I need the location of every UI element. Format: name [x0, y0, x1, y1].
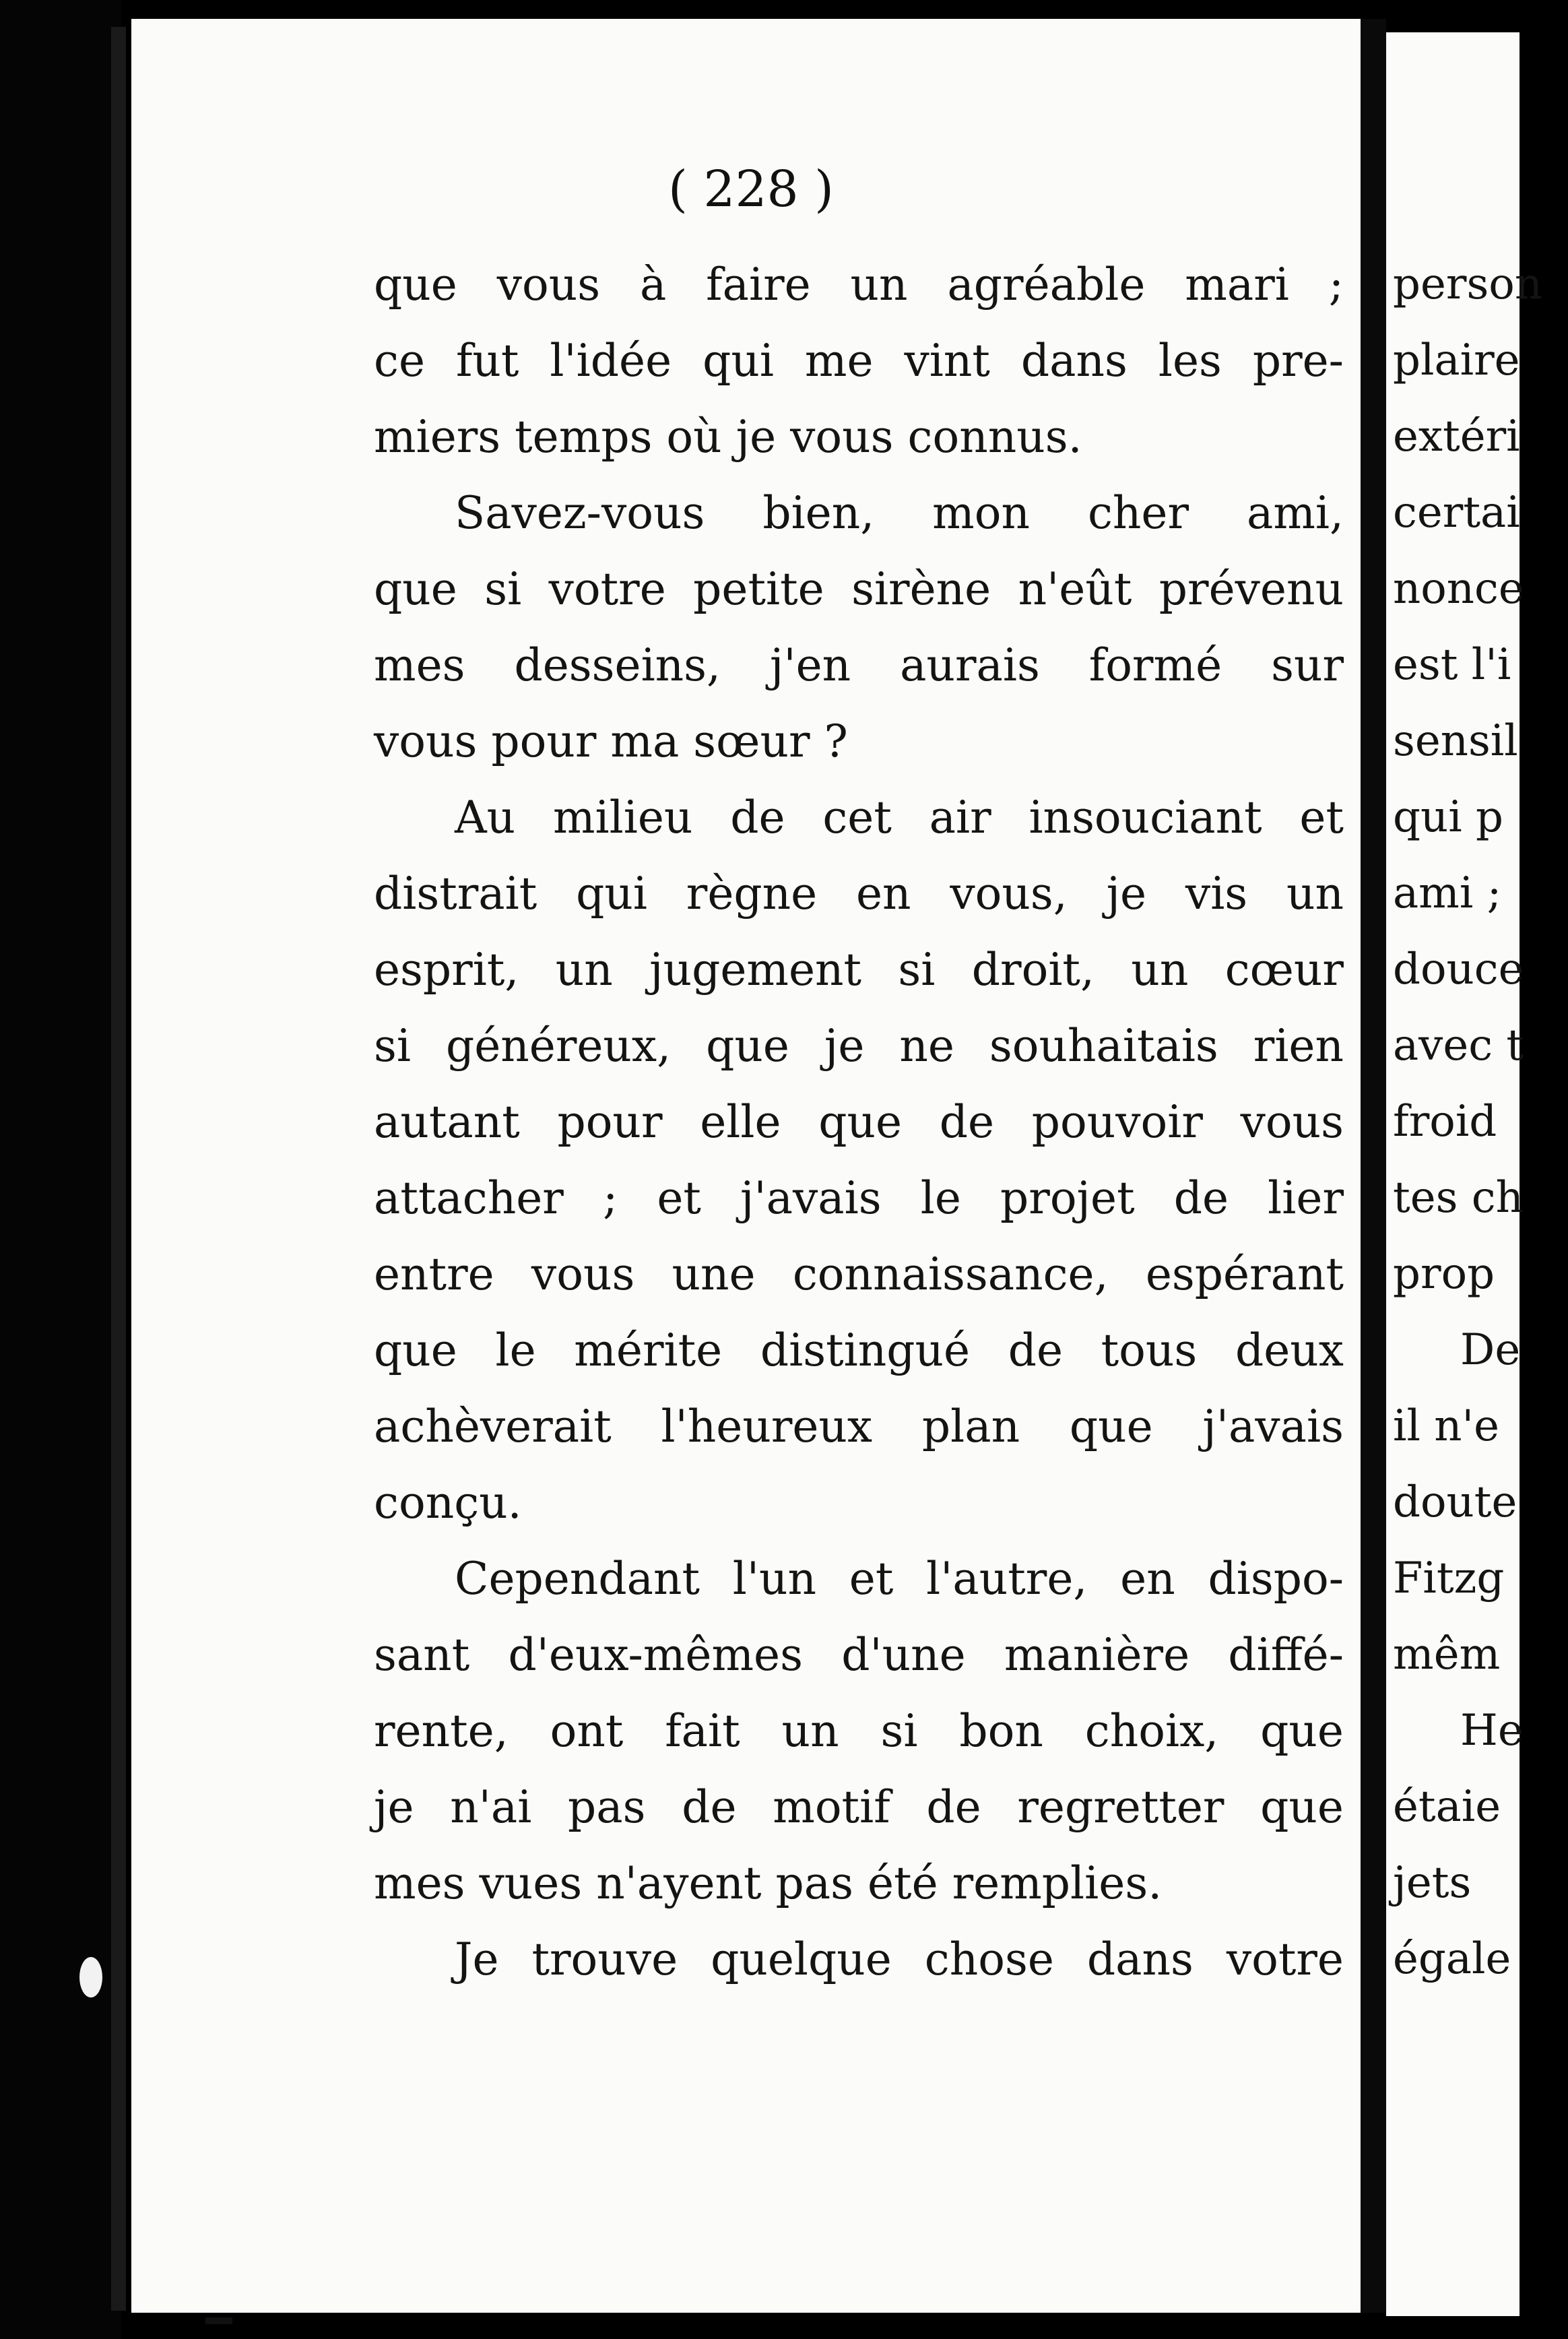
facing-page-line: douce: [1393, 944, 1524, 994]
text-line: Savez-vous bien, mon cher ami,: [455, 487, 1344, 539]
binding-edge: [0, 0, 121, 2339]
page-edge-strip: [111, 27, 126, 2311]
facing-page-line: tes ch: [1393, 1173, 1524, 1223]
facing-page-line: Fitzg: [1393, 1553, 1505, 1603]
text-line: autant pour elle que de pouvoir vous: [374, 1096, 1344, 1148]
gutter: [1361, 19, 1386, 2313]
facing-page-line: ami ;: [1393, 868, 1502, 918]
text-line: que le mérite distingué de tous deux: [374, 1324, 1344, 1376]
text-line: sant d'eux-mêmes d'une manière diffé-: [374, 1629, 1344, 1681]
facing-page-line: froid: [1393, 1097, 1497, 1147]
facing-page-line: nonce: [1393, 564, 1524, 614]
facing-page-line: mêm: [1393, 1630, 1501, 1679]
text-line: miers temps où je vous connus.: [374, 411, 1082, 463]
text-line: esprit, un jugement si droit, un cœur: [374, 944, 1344, 996]
facing-page-line: certai: [1393, 488, 1520, 538]
text-line: entre vous une connaissance, espérant: [374, 1248, 1344, 1300]
text-line: mes desseins, j'en aurais formé sur: [374, 639, 1344, 691]
text-line: Cependant l'un et l'autre, en dispo-: [455, 1553, 1344, 1605]
text-line: vous pour ma sœur ?: [374, 715, 848, 767]
facing-page-line: De: [1460, 1325, 1521, 1375]
facing-page-line: est l'i: [1393, 640, 1511, 690]
text-line: Au milieu de cet air insouciant et: [455, 792, 1344, 843]
page-text: [374, 247, 1344, 1997]
binding-hole: [79, 1957, 102, 1997]
text-line: que si votre petite sirène n'eût prévenu: [374, 563, 1344, 615]
facing-page-line: person: [1393, 259, 1543, 309]
facing-page-line: sensil: [1393, 716, 1518, 766]
text-line: que vous à faire un agréable mari ;: [374, 259, 1344, 311]
text-line: distrait qui règne en vous, je vis un: [374, 868, 1344, 920]
text-line: Je trouve quelque chose dans votre: [455, 1933, 1344, 1985]
text-line: achèverait l'heureux plan que j'avais: [374, 1401, 1344, 1452]
text-line: ce fut l'idée qui me vint dans les pre-: [374, 335, 1344, 387]
facing-page-line: égale: [1393, 1934, 1511, 1984]
text-line: si généreux, que je ne souhaitais rien: [374, 1020, 1344, 1072]
text-line: mes vues n'ayent pas été remplies.: [374, 1857, 1163, 1909]
facing-page-line: doute: [1393, 1477, 1517, 1527]
facing-page-line: étaie: [1393, 1782, 1501, 1832]
text-line: attacher ; et j'avais le projet de lier: [374, 1172, 1344, 1224]
facing-page-text: [1393, 247, 1568, 1997]
facing-page-line: prop: [1393, 1249, 1495, 1299]
facing-page-line: il n'e: [1393, 1401, 1499, 1451]
facing-page-line: extéri: [1393, 412, 1520, 461]
text-line: rente, ont fait un si bon choix, que: [374, 1705, 1344, 1757]
facing-page-line: avec t: [1393, 1021, 1524, 1070]
facing-page-line: plaire: [1393, 335, 1520, 385]
facing-page-line: qui p: [1393, 792, 1503, 842]
facing-page-line: He: [1460, 1706, 1524, 1756]
text-line: conçu.: [374, 1477, 522, 1529]
facing-page-line: jets: [1393, 1858, 1472, 1908]
scan-artifact: [205, 2317, 232, 2324]
page-number: ( 228 ): [667, 160, 835, 218]
text-line: je n'ai pas de motif de regretter que: [374, 1781, 1344, 1833]
